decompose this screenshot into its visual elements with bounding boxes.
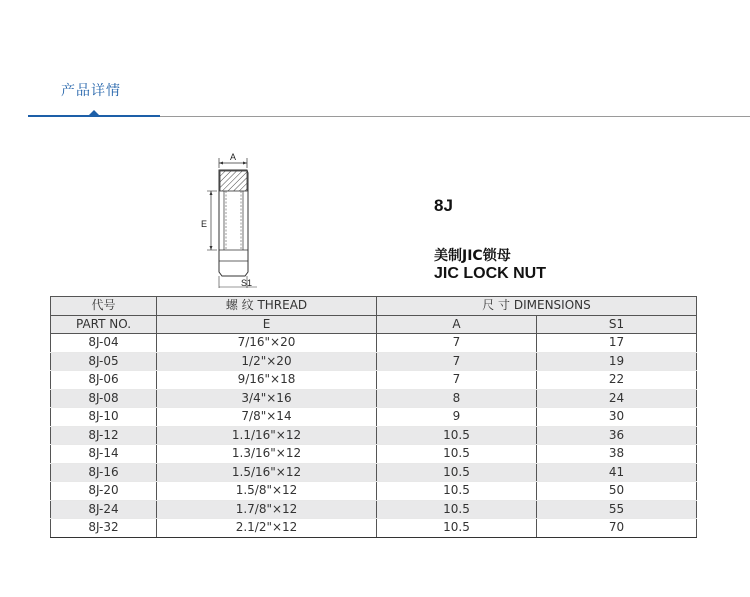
cell-a: 10.5 bbox=[377, 445, 537, 464]
table-row bbox=[51, 352, 697, 371]
cell-thread: 1.5/16"×12 bbox=[157, 463, 377, 482]
cell-s1: 41 bbox=[537, 463, 697, 482]
cell-s1: 55 bbox=[537, 500, 697, 519]
cell-part: 8J-16 bbox=[51, 463, 157, 482]
cell-a: 9 bbox=[377, 408, 537, 427]
cell-s1: 38 bbox=[537, 445, 697, 464]
header-thread-e: E bbox=[157, 315, 377, 334]
table-row bbox=[51, 426, 697, 445]
cell-a: 7 bbox=[377, 352, 537, 371]
cell-s1: 24 bbox=[537, 389, 697, 408]
table-row bbox=[51, 445, 697, 464]
header-code-cn: 代号 bbox=[51, 297, 157, 316]
table-row bbox=[51, 334, 697, 353]
tab-active-marker bbox=[89, 110, 99, 115]
table-row bbox=[51, 463, 697, 482]
header-dim-s1: S1 bbox=[537, 315, 697, 334]
cell-s1: 36 bbox=[537, 426, 697, 445]
cell-thread: 1.7/8"×12 bbox=[157, 500, 377, 519]
lock-nut-drawing bbox=[195, 150, 265, 290]
spec-table bbox=[50, 296, 697, 538]
cell-part: 8J-20 bbox=[51, 482, 157, 501]
cell-part: 8J-08 bbox=[51, 389, 157, 408]
cell-part: 8J-32 bbox=[51, 519, 157, 538]
product-name-english: JIC LOCK NUT bbox=[434, 265, 546, 282]
cell-a: 7 bbox=[377, 371, 537, 390]
table-row bbox=[51, 389, 697, 408]
cell-thread: 1.3/16"×12 bbox=[157, 445, 377, 464]
tab-product-details[interactable]: 产品详情 bbox=[61, 83, 121, 99]
header-code-en: PART NO. bbox=[51, 315, 157, 334]
cell-part: 8J-12 bbox=[51, 426, 157, 445]
table-row bbox=[51, 500, 697, 519]
cell-thread: 1.5/8"×12 bbox=[157, 482, 377, 501]
table-row bbox=[51, 371, 697, 390]
cell-thread: 2.1/2"×12 bbox=[157, 519, 377, 538]
label-a: A bbox=[230, 152, 237, 162]
product-name-chinese: 美制JIC锁母 bbox=[434, 248, 511, 264]
label-e: E bbox=[201, 219, 208, 229]
cell-a: 10.5 bbox=[377, 519, 537, 538]
tab-active-underline bbox=[28, 115, 160, 117]
cell-thread: 3/4"×16 bbox=[157, 389, 377, 408]
cell-a: 10.5 bbox=[377, 426, 537, 445]
cell-a: 7 bbox=[377, 334, 537, 353]
cell-s1: 70 bbox=[537, 519, 697, 538]
label-s1: S1 bbox=[241, 278, 253, 288]
table-row bbox=[51, 408, 697, 427]
product-code: 8J bbox=[434, 196, 453, 215]
cell-s1: 22 bbox=[537, 371, 697, 390]
cell-part: 8J-05 bbox=[51, 352, 157, 371]
cell-thread: 1/2"×20 bbox=[157, 352, 377, 371]
cell-thread: 7/16"×20 bbox=[157, 334, 377, 353]
cell-part: 8J-24 bbox=[51, 500, 157, 519]
cell-s1: 30 bbox=[537, 408, 697, 427]
header-dimensions: 尺 寸 DIMENSIONS bbox=[377, 297, 697, 316]
cell-s1: 19 bbox=[537, 352, 697, 371]
cell-part: 8J-06 bbox=[51, 371, 157, 390]
cell-thread: 9/16"×18 bbox=[157, 371, 377, 390]
cell-thread: 1.1/16"×12 bbox=[157, 426, 377, 445]
cell-s1: 17 bbox=[537, 334, 697, 353]
header-dim-a: A bbox=[377, 315, 537, 334]
cell-part: 8J-10 bbox=[51, 408, 157, 427]
cell-a: 10.5 bbox=[377, 463, 537, 482]
table-row bbox=[51, 519, 697, 538]
cell-a: 10.5 bbox=[377, 482, 537, 501]
header-thread: 螺 纹 THREAD bbox=[157, 297, 377, 316]
cell-part: 8J-14 bbox=[51, 445, 157, 464]
cell-a: 10.5 bbox=[377, 500, 537, 519]
table-row bbox=[51, 482, 697, 501]
cell-thread: 7/8"×14 bbox=[157, 408, 377, 427]
cell-a: 8 bbox=[377, 389, 537, 408]
cell-part: 8J-04 bbox=[51, 334, 157, 353]
cell-s1: 50 bbox=[537, 482, 697, 501]
